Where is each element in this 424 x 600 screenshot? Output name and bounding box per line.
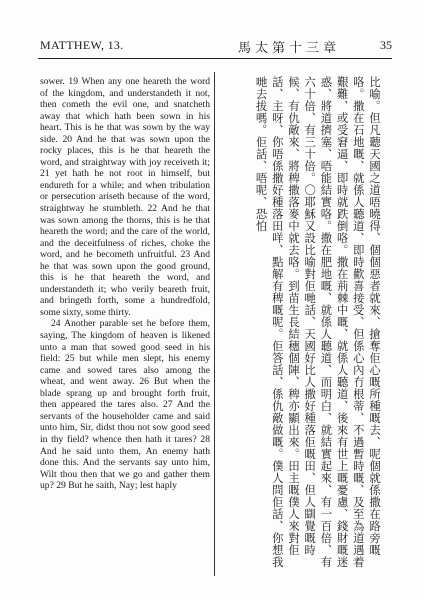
page-number: 35: [380, 38, 392, 52]
header-rule: [38, 58, 392, 59]
column-divider: [214, 72, 215, 576]
book-chapter-title: MATTHEW, 13.: [40, 38, 124, 52]
english-text-column: [40, 76, 210, 576]
chinese-chapter-title: 馬太第十三章: [238, 41, 341, 56]
english-paragraph: 24 Another parable set he before them, saying, The kingdom of heaven is likened unto a man that sowed good seed in his field: 25 but while men slept, his enemy came and sowed tares also among the wheat, and went away. 26 But when the blade sprang up and brought forth fruit, then appeared the tares also. 27 And the servants of the householder came and said unto him, Sir, didst thou not sow good seed in thy field? whence then hath it tares? 28 And he said unto them, An enemy hath done this. And the servants say unto him, Wilt thou then that we go and gather them up? 29 But he saith, Nay; lest haply: [40, 318, 210, 492]
page-header: [38, 36, 392, 66]
english-paragraph: sower. 19 When any one heareth the word of the kingdom, and understandeth it not, then cometh the evil one, and snatcheth away that which hath been sown in his heart. This is he that was sown by the way side. 20 And he that was sown upon the rocky places, this is he that heareth the word, and straightway with joy receiveth it; 21 yet hath he not root in himself, but endureth for a while; and when tribulation or persecution ariseth because of the word, straightway he stumbleth. 22 And he that was sown among the thorns, this is he that heareth the word; and the care of the world, and the deceitfulness of riches, choke the word, and he becometh unfruitful. 23 And he that was sown upon the good ground, this is he that heareth the word, and understandeth it; who verily beareth fruit, and bringeth forth, some a hundredfold, some sixty, some thirty.: [40, 76, 210, 318]
chinese-text-column: 比喻。但凡聽天國之道唔曉得、個個惡者就來、搶奪佢心嘅所種嘅去、呢個就係撒在路旁嘅咯。撒在石地嘅、就係人聽道、即時歡喜接受、但係心內冇根蒂、不過暫時嘅、及至為道遇着艱難、或受窘逼、即時就跌倒咯。撒在荊棘中嘅、就係人聽道、後來有世上嘅憂慮、錢財嘅迷惑、將道擠塞、唔能結實咯。撒在肥地嘅、就係人聽道、而明白、就結實起來、有一百倍、有六十倍、有三十倍。〇耶穌又設比喻對佢哋話、天國好比人撒好種落佢嘅田、但人瞓覺嘅時候、有仇敵來、將稗撒落麥中就去咯。到苗生長結穗個陣、稗亦顯出來。田主嘅僕人來對佢話、主呀、你唔係撒好種落田咩、點解有稗嘅呢。佢答話、係仇敵做嘅。僕人問佢話、你想我哋去拔嗎。佢話、唔呢、恐怕: [254, 76, 381, 568]
